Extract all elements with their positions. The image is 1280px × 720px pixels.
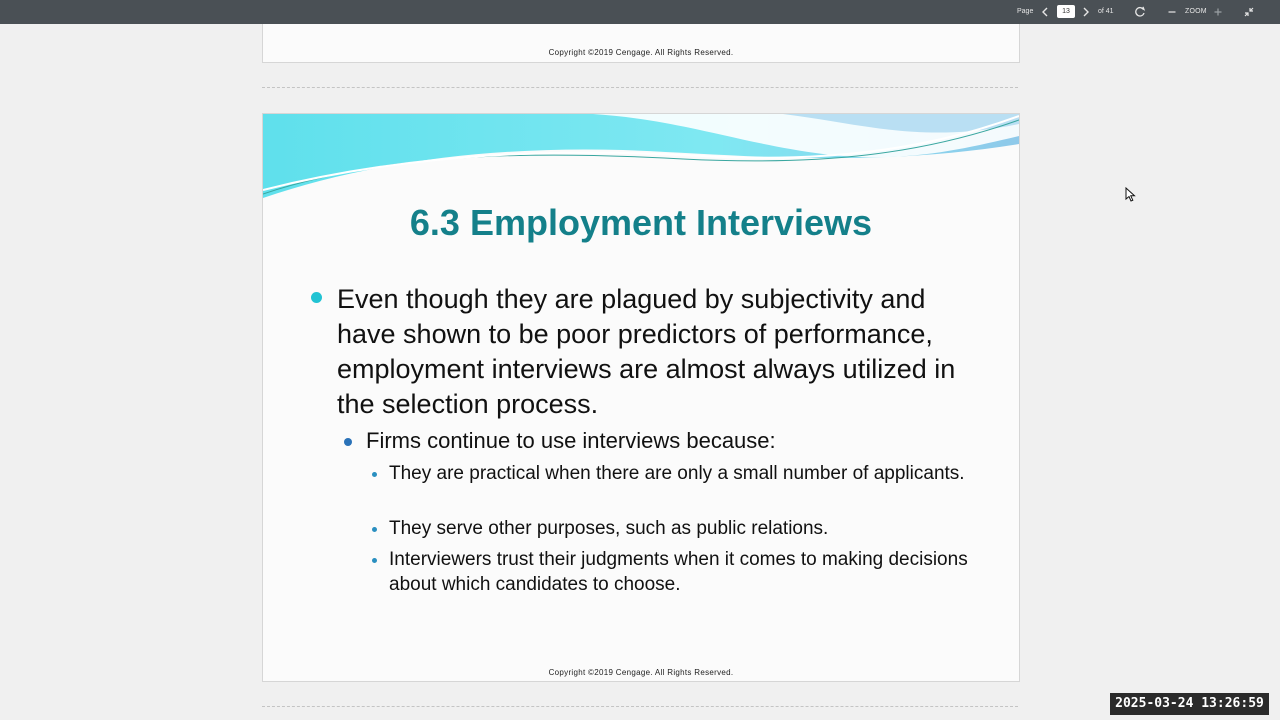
sub-sub-bullet-text: They serve other purposes, such as public relations.: [389, 518, 829, 539]
slide-title: 6.3 Employment Interviews: [409, 202, 873, 243]
previous-slide-copyright: Copyright ©2019 Cengage. All Rights Reserved.: [548, 48, 734, 57]
sub-sub-bullet-text: Interviewers trust their judgments when it comes to making decisions about which candidates to choose.: [389, 549, 968, 595]
previous-page-icon[interactable]: [1037, 4, 1053, 20]
slide-copyright: Copyright ©2019 Cengage. All Rights Reserved.: [548, 668, 734, 677]
rotate-icon[interactable]: [1132, 4, 1148, 20]
main-bullet-text: Even though they are plagued by subjectivity and have shown to be poor predictors of performance, employment interviews are almost always utilized in the selection process.: [337, 284, 956, 419]
bullet-marker: [372, 558, 377, 563]
fullscreen-icon[interactable]: [1241, 4, 1257, 20]
page-label: Page: [1017, 8, 1034, 15]
page-separator: [262, 87, 1018, 88]
next-page-icon[interactable]: [1078, 4, 1094, 20]
page-separator: [262, 706, 1018, 707]
page-number-input[interactable]: 13: [1057, 5, 1075, 18]
previous-slide: [262, 24, 1020, 63]
bullet-marker: [372, 527, 377, 532]
zoom-label: ZOOM: [1185, 8, 1207, 15]
current-slide: [262, 113, 1020, 682]
sub-sub-bullet-text: They are practical when there are only a small number of applicants.: [389, 463, 965, 484]
slide-banner-graphic: [263, 114, 1019, 204]
zoom-in-icon[interactable]: [1210, 4, 1226, 20]
sub-bullet-text: Firms continue to use interviews because:: [366, 428, 776, 453]
total-pages: of 41: [1098, 8, 1114, 15]
viewer-toolbar: [0, 0, 1280, 24]
timestamp-overlay: 2025-03-24 13:26:59: [1110, 693, 1269, 715]
zoom-out-icon[interactable]: [1164, 4, 1180, 20]
bullet-marker: [344, 438, 352, 446]
bullet-marker: [372, 472, 377, 477]
mouse-cursor-icon: [1125, 187, 1137, 203]
bullet-marker: [311, 292, 322, 303]
